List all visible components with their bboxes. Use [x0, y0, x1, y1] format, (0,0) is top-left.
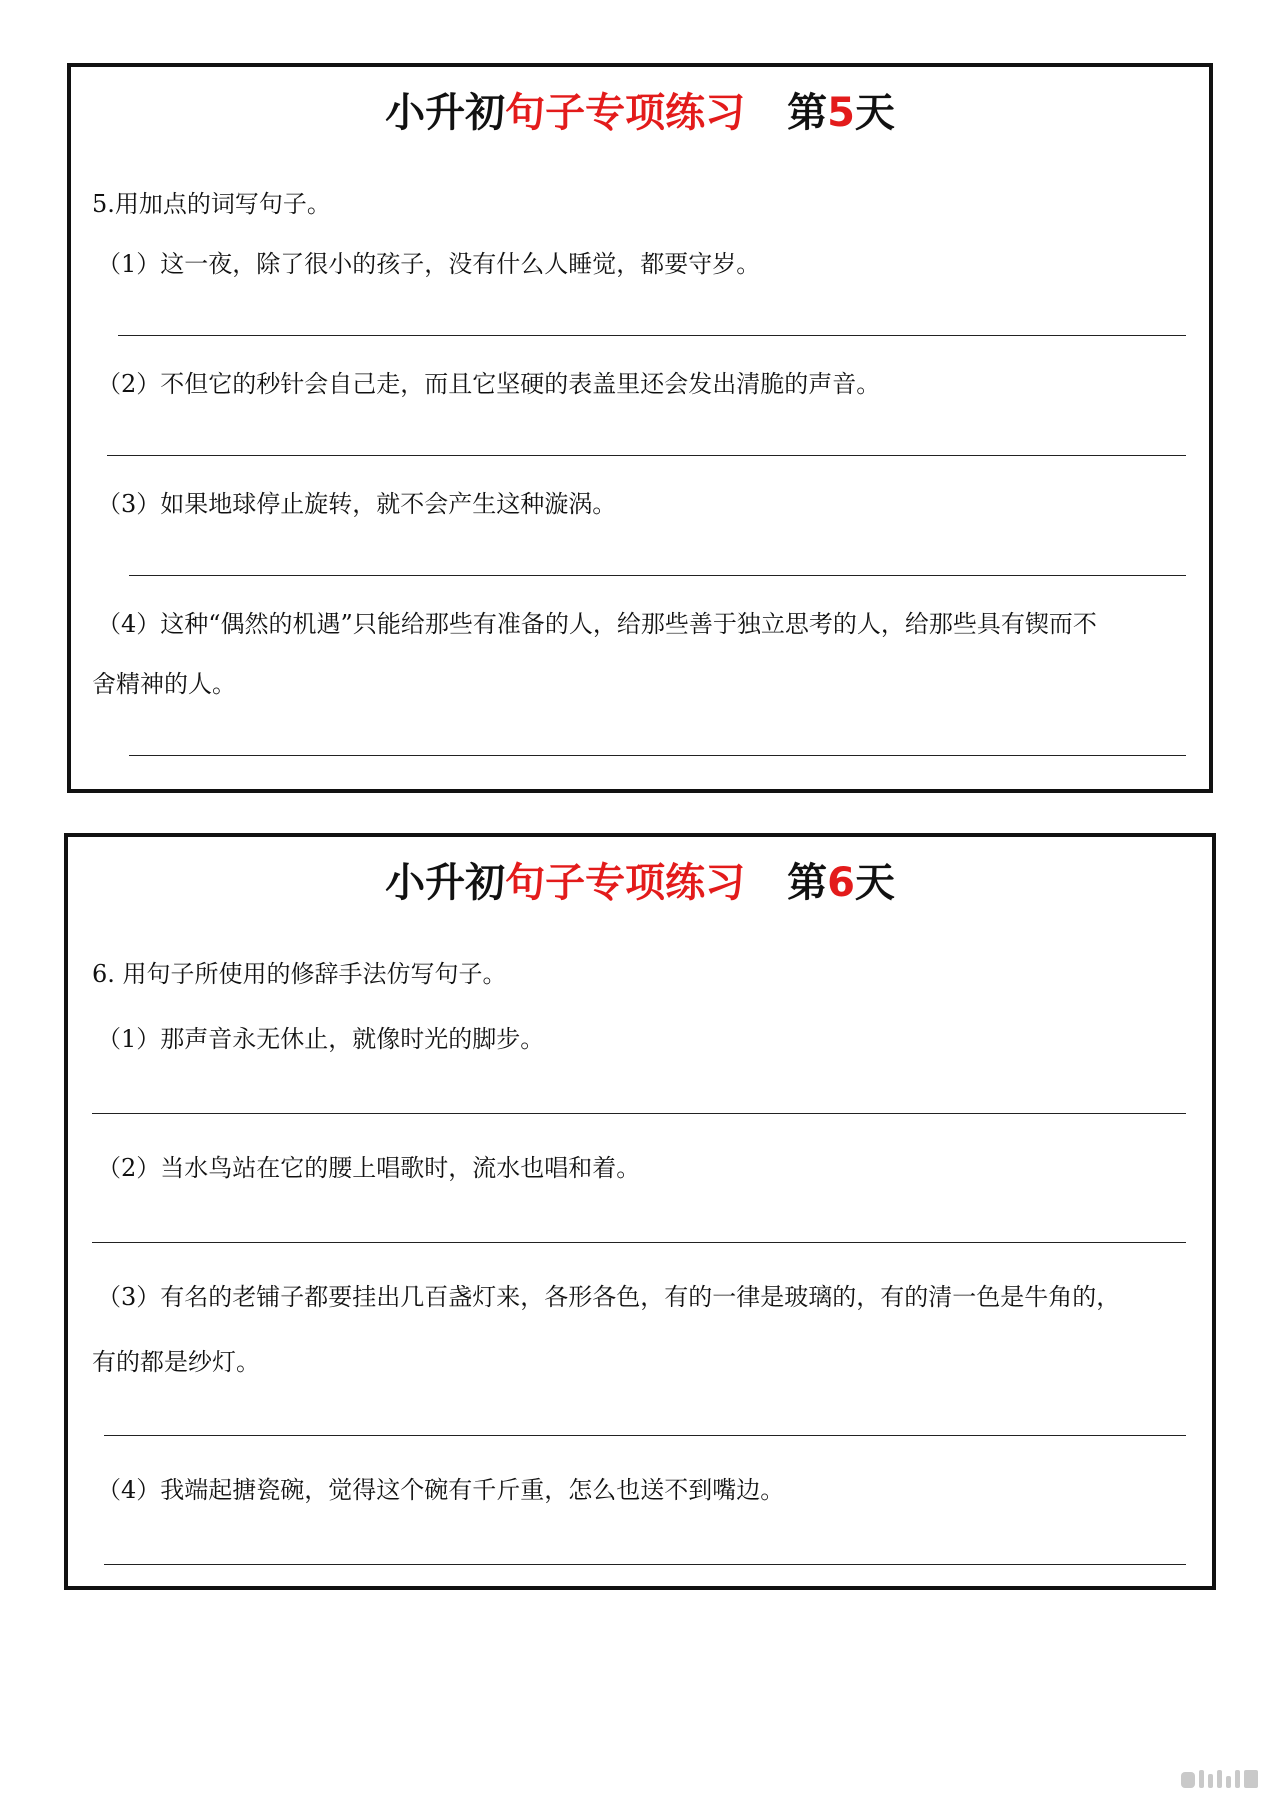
- question-text-continued: 有的都是纱灯。: [92, 1348, 260, 1376]
- question-item: （4）我端起搪瓷碗，觉得这个碗有千斤重，怎么也送不到嘴边。: [97, 1476, 785, 1504]
- question-item: （3）有名的老铺子都要挂出几百盏灯来，各形各色，有的一律是玻璃的，有的清一色是牛角的，: [97, 1283, 1121, 1311]
- page-indicator-icon: [1181, 1770, 1258, 1788]
- answer-line[interactable]: [118, 335, 1186, 336]
- question-text: 如果地球停止旋转，就不会产生这种漩涡。: [160, 490, 617, 518]
- question-text: 当水鸟站在它的腰上唱歌时，流水也唱和着。: [160, 1154, 641, 1182]
- question-item: （2）当水鸟站在它的腰上唱歌时，流水也唱和着。: [97, 1154, 641, 1182]
- question-text: 那声音永无休止，就像时光的脚步。: [160, 1025, 545, 1053]
- question-item: （3）如果地球停止旋转，就不会产生这种漩涡。: [97, 490, 617, 518]
- worksheet-title-day6: 小升初句子专项练习 第6天: [385, 860, 895, 906]
- question-item: （1）那声音永无休止，就像时光的脚步。: [97, 1025, 545, 1053]
- question-item: （2）不但它的秒针会自己走，而且它坚硬的表盖里还会发出清脆的声音。: [97, 370, 881, 398]
- instruction-day6: 6. 用句子所使用的修辞手法仿写句子。: [92, 960, 507, 988]
- answer-line[interactable]: [104, 1564, 1186, 1565]
- question-text-continued: 舍精神的人。: [92, 670, 236, 698]
- question-text: 这一夜，除了很小的孩子，没有什么人睡觉，都要守岁。: [160, 250, 761, 278]
- answer-line[interactable]: [129, 575, 1186, 576]
- question-text: 不但它的秒针会自己走，而且它坚硬的表盖里还会发出清脆的声音。: [160, 370, 881, 398]
- answer-line[interactable]: [104, 1435, 1186, 1436]
- answer-line[interactable]: [107, 455, 1186, 456]
- question-item: （1）这一夜，除了很小的孩子，没有什么人睡觉，都要守岁。: [97, 250, 761, 278]
- answer-line[interactable]: [92, 1242, 1186, 1243]
- question-text: 我端起搪瓷碗，觉得这个碗有千斤重，怎么也送不到嘴边。: [160, 1476, 785, 1504]
- answer-line[interactable]: [92, 1113, 1186, 1114]
- answer-line[interactable]: [129, 755, 1186, 756]
- worksheet-title-day5: 小升初句子专项练习 第5天: [385, 90, 895, 136]
- question-text: 有名的老铺子都要挂出几百盏灯来，各形各色，有的一律是玻璃的，有的清一色是牛角的，: [160, 1283, 1121, 1311]
- worksheet-day6: [64, 833, 1216, 1590]
- question-text: 这种“偶然的机遇”只能给那些有准备的人，给那些善于独立思考的人，给那些具有锲而不: [160, 610, 1097, 638]
- question-item: （4）这种“偶然的机遇”只能给那些有准备的人，给那些善于独立思考的人，给那些具有锲而不: [97, 610, 1097, 638]
- worksheet-day5: [67, 63, 1213, 793]
- instruction-day5: 5.用加点的词写句子。: [92, 190, 331, 218]
